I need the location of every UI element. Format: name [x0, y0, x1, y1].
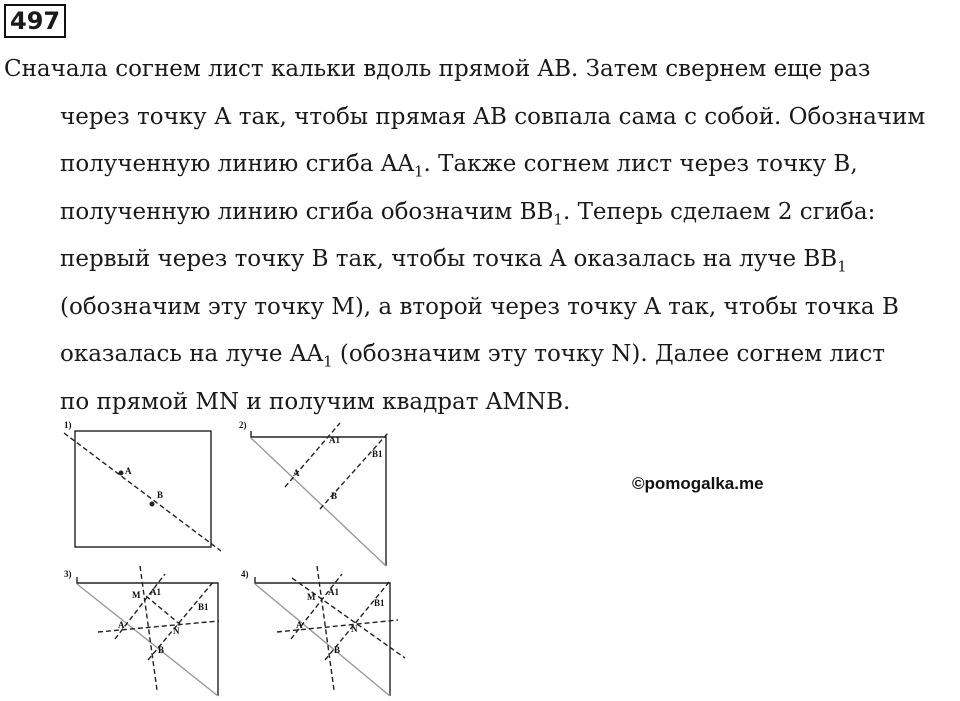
- fig4-point-b: B: [334, 645, 341, 655]
- fig2-point-a: A: [293, 468, 300, 478]
- fig4-point-m: M: [307, 592, 316, 602]
- watermark: ©pomogalka.me: [632, 474, 764, 493]
- figure-1: [64, 431, 221, 551]
- fold-line-mn: [292, 578, 405, 658]
- fig4-label-b1: B1: [374, 598, 385, 608]
- fold-edge-ab: [255, 584, 390, 696]
- fig2-point-b: B: [331, 491, 338, 501]
- fig4-point-a: A: [296, 620, 303, 630]
- problem-number: 497: [4, 4, 66, 38]
- text-line-8: по прямой MN и получим квадрат AMNB.: [60, 388, 571, 415]
- fig3-point-m: M: [132, 590, 141, 600]
- figure-3-label: 3): [64, 569, 72, 579]
- point-a-dot: [119, 471, 123, 475]
- sheet-outline: [77, 577, 218, 696]
- fig3-point-b: B: [158, 645, 165, 655]
- figure-4: [255, 566, 405, 696]
- fold-line-ab: [64, 433, 221, 551]
- fig3-label-a1: A1: [150, 587, 161, 597]
- fig1-point-b: B: [157, 490, 164, 500]
- text-line-1: Сначала согнем лист кальки вдоль прямой AB. Затем свернем еще раз: [4, 56, 871, 82]
- text-line-7: оказалась на луче $AA_1$ (обозначим эту точку N). Далее согнем лист: [60, 341, 885, 371]
- text-line-3: полученную линию сгиба $AA_1$. Также согнем лист через точку B,: [60, 151, 858, 181]
- fig4-label-a1: A1: [328, 587, 339, 597]
- text-line-4: полученную линию сгиба обозначим $BB_1$. Теперь сделаем 2 сгиба:: [60, 198, 876, 229]
- text-line-2: через точку А так, чтобы прямая AB совпала сама с собой. Обозначим: [60, 103, 926, 130]
- point-b-dot: [150, 502, 154, 506]
- fig2-label-a1: A1: [329, 435, 340, 445]
- fig3-point-a: A: [118, 620, 125, 630]
- figure-1-label: 1): [64, 420, 72, 430]
- figure-2-label: 2): [239, 420, 247, 430]
- fig1-point-a: A: [125, 466, 132, 476]
- text-line-5: первый через точку B так, чтобы точка A оказалась на луче $BB_1$: [60, 246, 847, 276]
- sheet-outline: [251, 431, 386, 566]
- fold-line-an: [98, 621, 219, 632]
- fig2-label-b1: B1: [372, 449, 383, 459]
- sheet-outline: [75, 431, 211, 547]
- figure-3: [77, 566, 219, 696]
- figure-2: [251, 423, 388, 566]
- fig3-label-b1: B1: [198, 602, 209, 612]
- figure-4-label: 4): [241, 569, 249, 579]
- fig3-point-n: N: [173, 626, 180, 636]
- text-line-6: (обозначим эту точку M), а второй через точку A так, чтобы точка B: [60, 293, 899, 320]
- fig4-point-n: N: [351, 624, 358, 634]
- fold-edge-ab: [251, 438, 386, 566]
- fold-line-mn: [146, 596, 182, 626]
- sheet-outline: [255, 577, 390, 696]
